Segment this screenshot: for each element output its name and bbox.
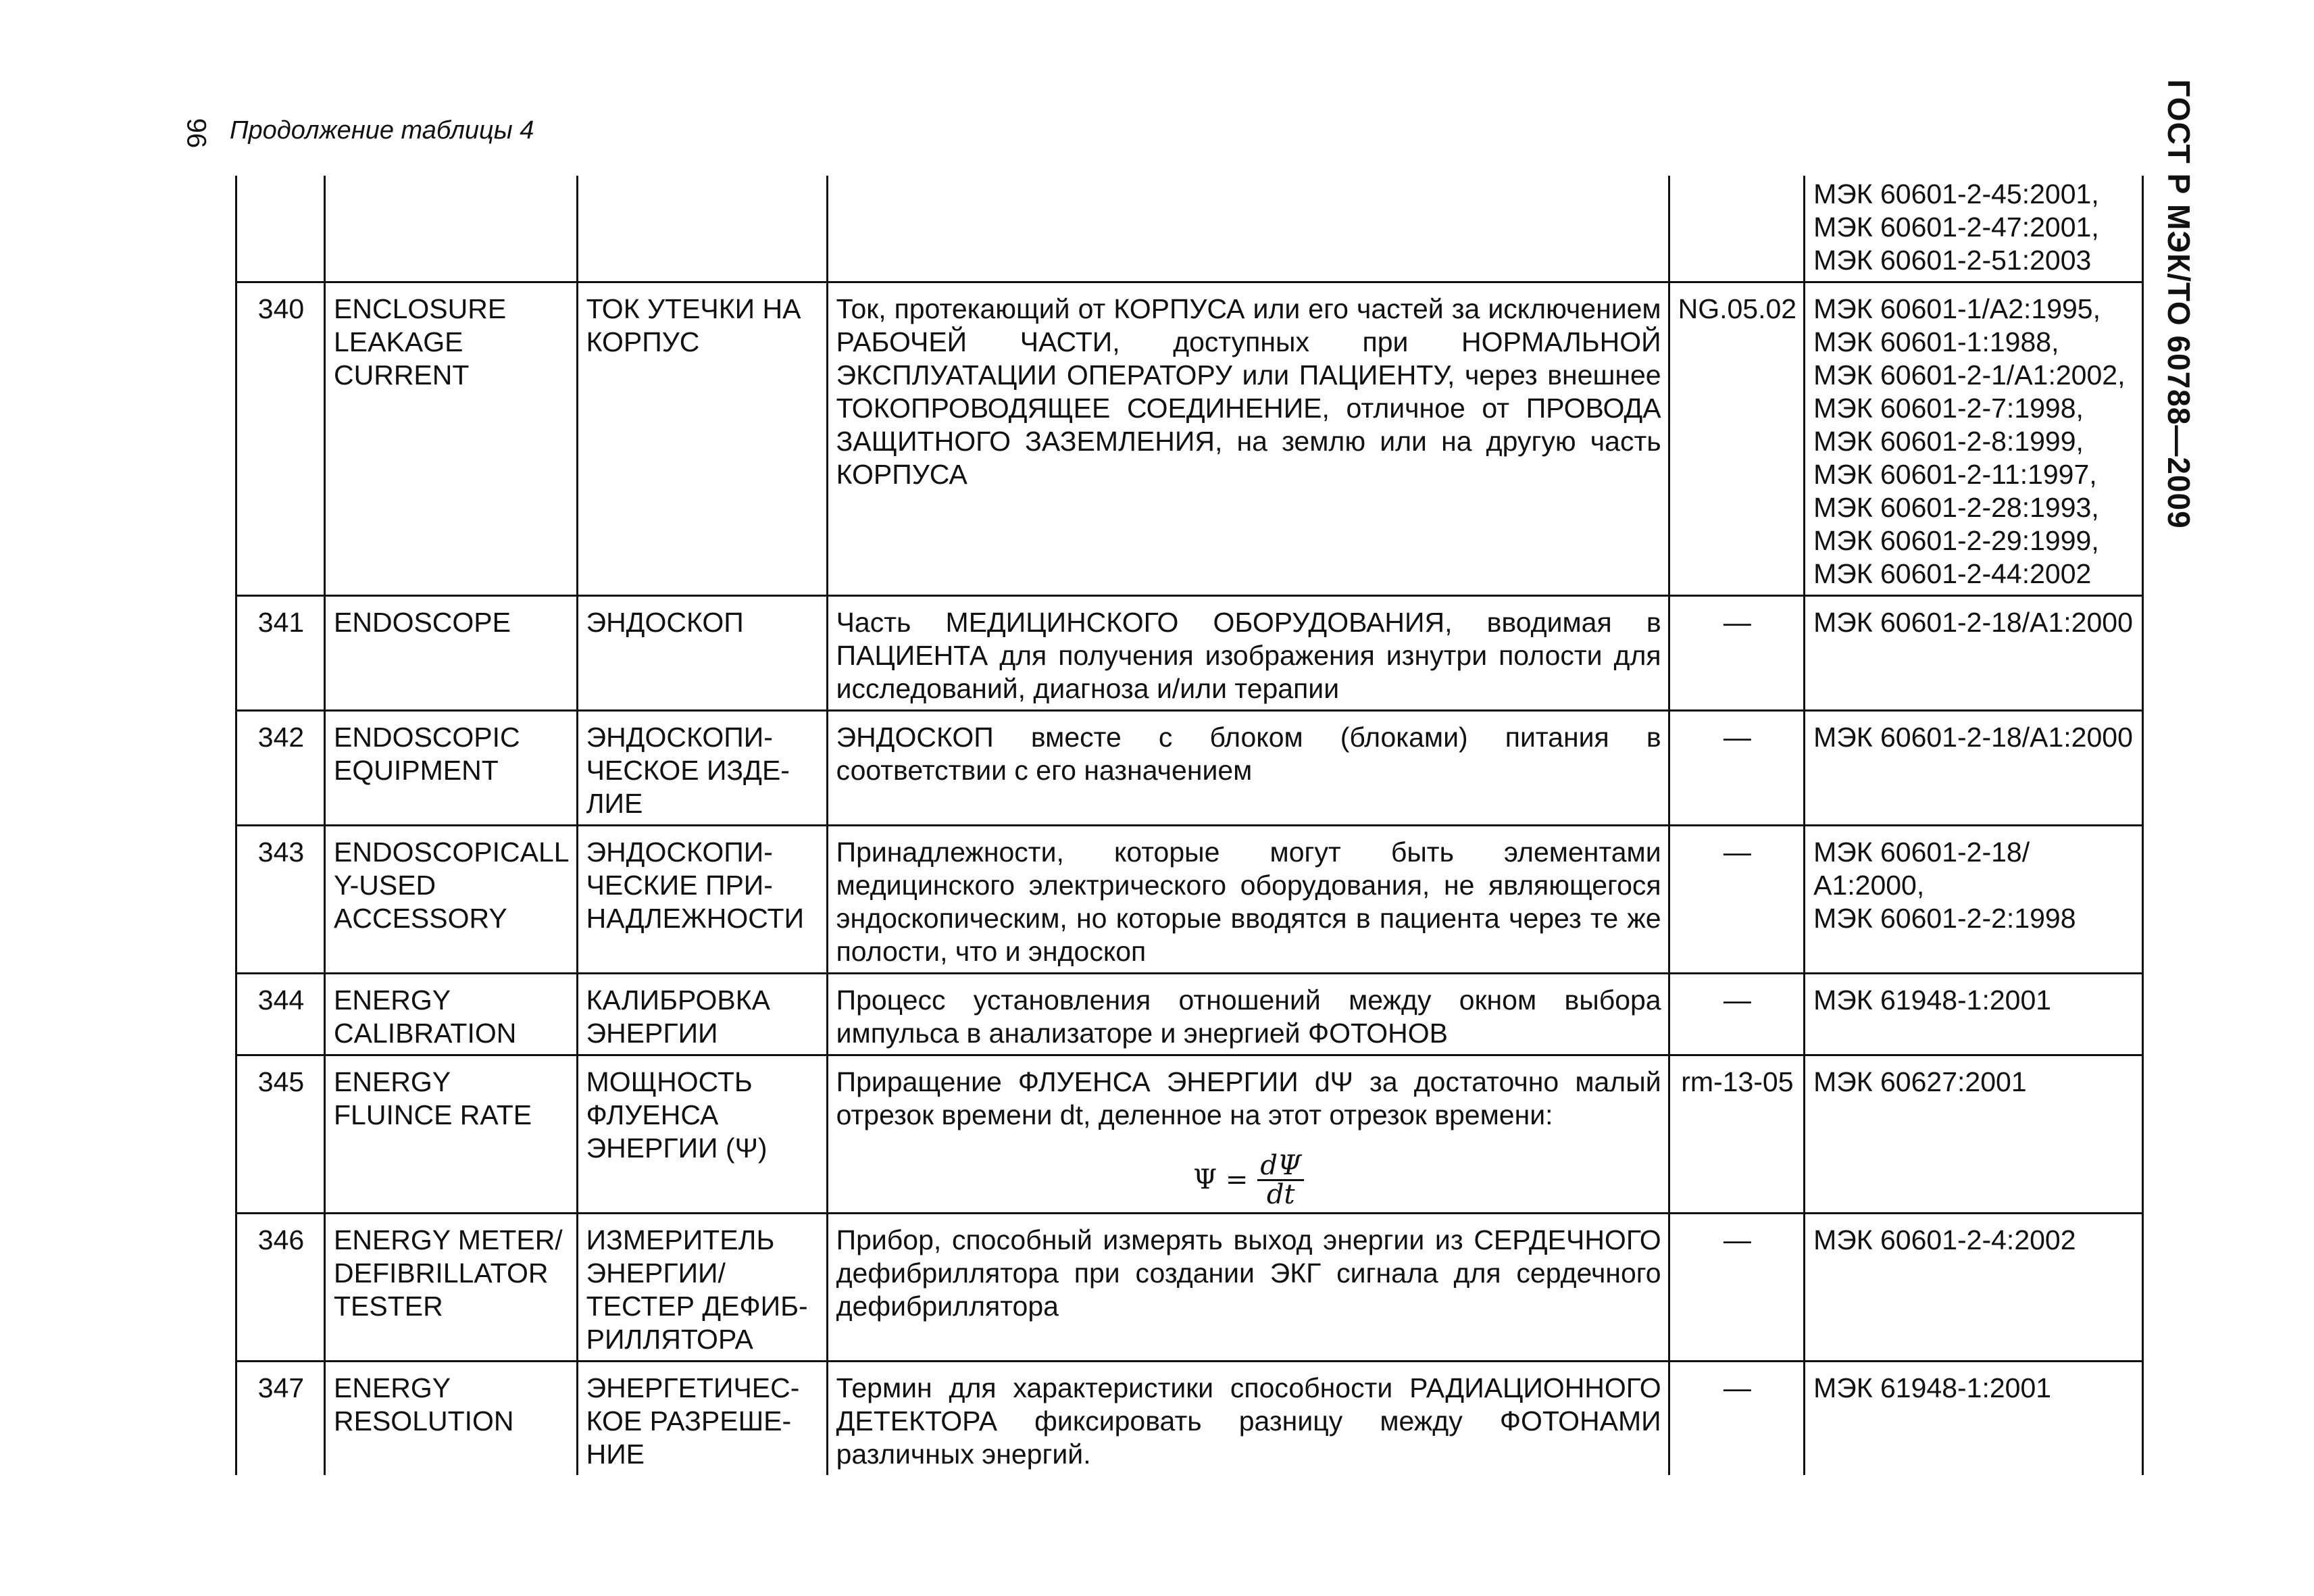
ru-term-line: ЭНЕРГИИ	[586, 1018, 718, 1049]
cell-refs	[1805, 711, 2143, 826]
cell-num: 340	[236, 282, 325, 596]
ru-term-line: НИЕ	[586, 1439, 645, 1470]
en-term-line: CURRENT	[334, 359, 470, 391]
table-caption: Продолжение таблицы 4	[230, 116, 534, 145]
cell-code: —	[1669, 1362, 1805, 1476]
cell-ru-term	[577, 1362, 827, 1476]
ref-line: МЭК 60601-2-18/А1:2000,	[1813, 837, 2030, 901]
table-row	[236, 282, 2143, 596]
en-term-line: ENDOSCOPIC	[334, 722, 520, 753]
ru-term-line: ЛИЕ	[586, 788, 643, 819]
ref-line: МЭК 60601-2-4:2002	[1813, 1224, 2076, 1255]
en-term-line: TESTER	[334, 1291, 443, 1322]
cell-num: 345	[236, 1055, 325, 1214]
ru-term-line: ЭНЕРГЕТИЧЕС-	[586, 1372, 800, 1403]
ru-term-line: ТЕСТЕР ДЕФИБ-	[586, 1291, 808, 1322]
ref-line: МЭК 60601-2-29:1999,	[1813, 525, 2099, 556]
cell-ru-term	[577, 176, 827, 282]
ref-line: МЭК 60627:2001	[1813, 1066, 2027, 1097]
cell-num: 346	[236, 1214, 325, 1362]
ru-term-line: ФЛУЕНСА	[586, 1099, 719, 1130]
ref-line: МЭК 60601-2-18/А1:2000	[1813, 722, 2133, 753]
cell-definition	[827, 176, 1669, 282]
cell-en-term	[325, 282, 578, 596]
table-row	[236, 711, 2143, 826]
en-term-line: ENDOSCOPE	[334, 607, 511, 638]
en-term-line: Y-USED	[334, 870, 436, 901]
ru-term-line: МОЩНОСТЬ	[586, 1066, 753, 1097]
cell-en-term	[325, 826, 578, 974]
definition-text: Ток, протекающий от КОРПУСА или его частей за исключением РАБОЧЕЙ ЧАСТИ, доступных при НОРМАЛЬНОЙ ЭКСПЛУАТАЦИИ ОПЕРАТОРУ или ПАЦИЕНТУ, через внешнее ТОКОПРОВОДЯЩЕЕ СОЕДИНЕНИЕ, отличное от ПРОВОДА ЗАЩИТНОГО ЗАЗЕМЛЕНИЯ, на землю или на другую часть КОРПУСА	[836, 293, 1661, 490]
cell-ru-term	[577, 282, 827, 596]
ru-term-line: ЭНДОСКОПИ-	[586, 722, 773, 753]
ref-line: МЭК 60601-2-2:1998	[1813, 903, 2076, 934]
cell-en-term	[325, 596, 578, 711]
cell-definition	[827, 596, 1669, 711]
en-term-line: LEAKAGE	[334, 326, 463, 357]
ref-line: МЭК 60601-1/А2:1995,	[1813, 293, 2101, 324]
formula-lhs: Ψ =	[1193, 1164, 1249, 1195]
definition-text: Процесс установления отношений между окном выбора импульса в анализаторе и энергией ФОТОНОВ	[836, 984, 1661, 1049]
cell-definition	[827, 1214, 1669, 1362]
definition-text: ЭНДОСКОП вместе с блоком (блоками) питания в соответствии с его назначением	[836, 722, 1661, 786]
ref-line: МЭК 60601-2-1/А1:2002,	[1813, 359, 2126, 391]
fraction-numerator: dΨ	[1257, 1152, 1304, 1181]
ru-term-line: ИЗМЕРИТЕЛЬ	[586, 1224, 775, 1255]
ref-line: МЭК 60601-2-45:2001,	[1813, 178, 2099, 209]
cell-code: NG.05.02	[1669, 282, 1805, 596]
cell-definition	[827, 974, 1669, 1055]
ref-line: МЭК 60601-2-18/А1:2000	[1813, 607, 2133, 638]
ref-line: МЭК 60601-2-8:1999,	[1813, 426, 2084, 457]
table-row	[236, 974, 2143, 1055]
cell-definition	[827, 282, 1669, 596]
cell-num: 344	[236, 974, 325, 1055]
table-row	[236, 1362, 2143, 1476]
cell-code	[1669, 176, 1805, 282]
en-term-line: EQUIPMENT	[334, 755, 499, 786]
cell-definition	[827, 1055, 1669, 1214]
cell-code: —	[1669, 596, 1805, 711]
ref-line: МЭК 60601-2-44:2002	[1813, 558, 2092, 589]
formula	[836, 1152, 1661, 1208]
cell-num	[236, 176, 325, 282]
cell-ru-term	[577, 1055, 827, 1214]
table-row	[236, 1055, 2143, 1214]
ru-term-line: ЭНДОСКОПИ-	[586, 837, 773, 868]
cell-num: 347	[236, 1362, 325, 1476]
cell-refs	[1805, 826, 2143, 974]
en-term-line: DEFIBRILLATOR	[334, 1257, 549, 1289]
cell-refs	[1805, 176, 2143, 282]
ru-term-line: ТОК УТЕЧКИ НА	[586, 293, 801, 324]
ref-line: МЭК 60601-2-47:2001,	[1813, 211, 2099, 243]
document-header: ГОСТ Р МЭК/ТО 60788—2009	[2161, 79, 2196, 529]
cell-code: —	[1669, 1214, 1805, 1362]
cell-num: 343	[236, 826, 325, 974]
cell-en-term	[325, 974, 578, 1055]
definition-text: Термин для характеристики способности РАДИАЦИОННОГО ДЕТЕКТОРА фиксировать разницу между ФОТОНАМИ различных энергий.	[836, 1372, 1661, 1470]
ru-term-line: ЧЕСКОЕ ИЗДЕ-	[586, 755, 790, 786]
definition-text: Прибор, способный измерять выход энергии из СЕРДЕЧНОГО дефибриллятора при создании ЭКГ сигнала для сердечного дефибриллятора	[836, 1224, 1661, 1322]
table-row-continuation	[236, 176, 2143, 282]
ref-line: МЭК 60601-2-28:1993,	[1813, 492, 2099, 523]
en-term-line: RESOLUTION	[334, 1405, 514, 1437]
ru-term-line: КОЕ РАЗРЕШЕ-	[586, 1405, 792, 1437]
cell-refs	[1805, 1055, 2143, 1214]
cell-refs	[1805, 1214, 2143, 1362]
cell-code: rm-13-05	[1669, 1055, 1805, 1214]
ru-term-line: КОРПУС	[586, 326, 700, 357]
page-number: 96	[181, 118, 211, 149]
cell-code: —	[1669, 711, 1805, 826]
cell-num: 342	[236, 711, 325, 826]
cell-definition	[827, 1362, 1669, 1476]
en-term-line: ENDOSCOPICALL	[334, 837, 570, 868]
cell-ru-term	[577, 711, 827, 826]
cell-ru-term	[577, 826, 827, 974]
ref-line: МЭК 61948-1:2001	[1813, 1372, 2052, 1403]
ref-line: МЭК 61948-1:2001	[1813, 984, 2052, 1016]
cell-en-term	[325, 711, 578, 826]
ru-term-line: КАЛИБРОВКА	[586, 984, 770, 1016]
en-term-line: ENERGY	[334, 1372, 451, 1403]
cell-en-term	[325, 1055, 578, 1214]
ref-line: МЭК 60601-1:1988,	[1813, 326, 2059, 357]
table-row	[236, 596, 2143, 711]
cell-refs	[1805, 974, 2143, 1055]
cell-num: 341	[236, 596, 325, 711]
cell-ru-term	[577, 974, 827, 1055]
cell-definition	[827, 711, 1669, 826]
formula-fraction	[1257, 1152, 1304, 1208]
cell-en-term	[325, 176, 578, 282]
ref-line: МЭК 60601-2-7:1998,	[1813, 393, 2084, 424]
cell-ru-term	[577, 596, 827, 711]
definition-text: Приращение ФЛУЕНСА ЭНЕРГИИ dΨ за достаточно малый отрезок времени dt, деленное на этот отрезок времени:	[836, 1066, 1661, 1130]
terms-table	[235, 176, 2144, 1475]
table-body	[236, 176, 2143, 1475]
cell-refs	[1805, 282, 2143, 596]
definition-text: Принадлежности, которые могут быть элементами медицинского электрического оборудования, не являющегося эндоскопическим, но которые вводятся в пациента через те же полости, что и эндоскоп	[836, 837, 1661, 967]
ru-term-line: РИЛЛЯТОРА	[586, 1324, 753, 1355]
definition-text: Часть МЕДИЦИНСКОГО ОБОРУДОВАНИЯ, вводимая в ПАЦИЕНТА для получения изображения изнутри полости для исследований, диагноза и/или терапии	[836, 607, 1661, 704]
cell-ru-term	[577, 1214, 827, 1362]
en-term-line: ACCESSORY	[334, 903, 507, 934]
en-term-line: ENERGY METER/	[334, 1224, 563, 1255]
ru-term-line: ЭНДОСКОП	[586, 607, 744, 638]
ref-line: МЭК 60601-2-51:2003	[1813, 245, 2092, 276]
ru-term-line: ЭНЕРГИИ (Ψ)	[586, 1132, 768, 1164]
cell-refs	[1805, 596, 2143, 711]
fraction-denominator: dt	[1266, 1179, 1295, 1210]
cell-refs	[1805, 1362, 2143, 1476]
cell-en-term	[325, 1214, 578, 1362]
en-term-line: FLUINCE RATE	[334, 1099, 532, 1130]
cell-code: —	[1669, 974, 1805, 1055]
en-term-line: ENCLOSURE	[334, 293, 507, 324]
ref-line: МЭК 60601-2-11:1997,	[1813, 459, 2097, 490]
en-term-line: ENERGY	[334, 984, 451, 1016]
en-term-line: CALIBRATION	[334, 1018, 517, 1049]
table-row	[236, 1214, 2143, 1362]
table-row	[236, 826, 2143, 974]
ru-term-line: ЭНЕРГИИ/	[586, 1257, 726, 1289]
cell-code: —	[1669, 826, 1805, 974]
cell-definition	[827, 826, 1669, 974]
ru-term-line: ЧЕСКИЕ ПРИ-	[586, 870, 773, 901]
en-term-line: ENERGY	[334, 1066, 451, 1097]
cell-en-term	[325, 1362, 578, 1476]
ru-term-line: НАДЛЕЖНОСТИ	[586, 903, 805, 934]
